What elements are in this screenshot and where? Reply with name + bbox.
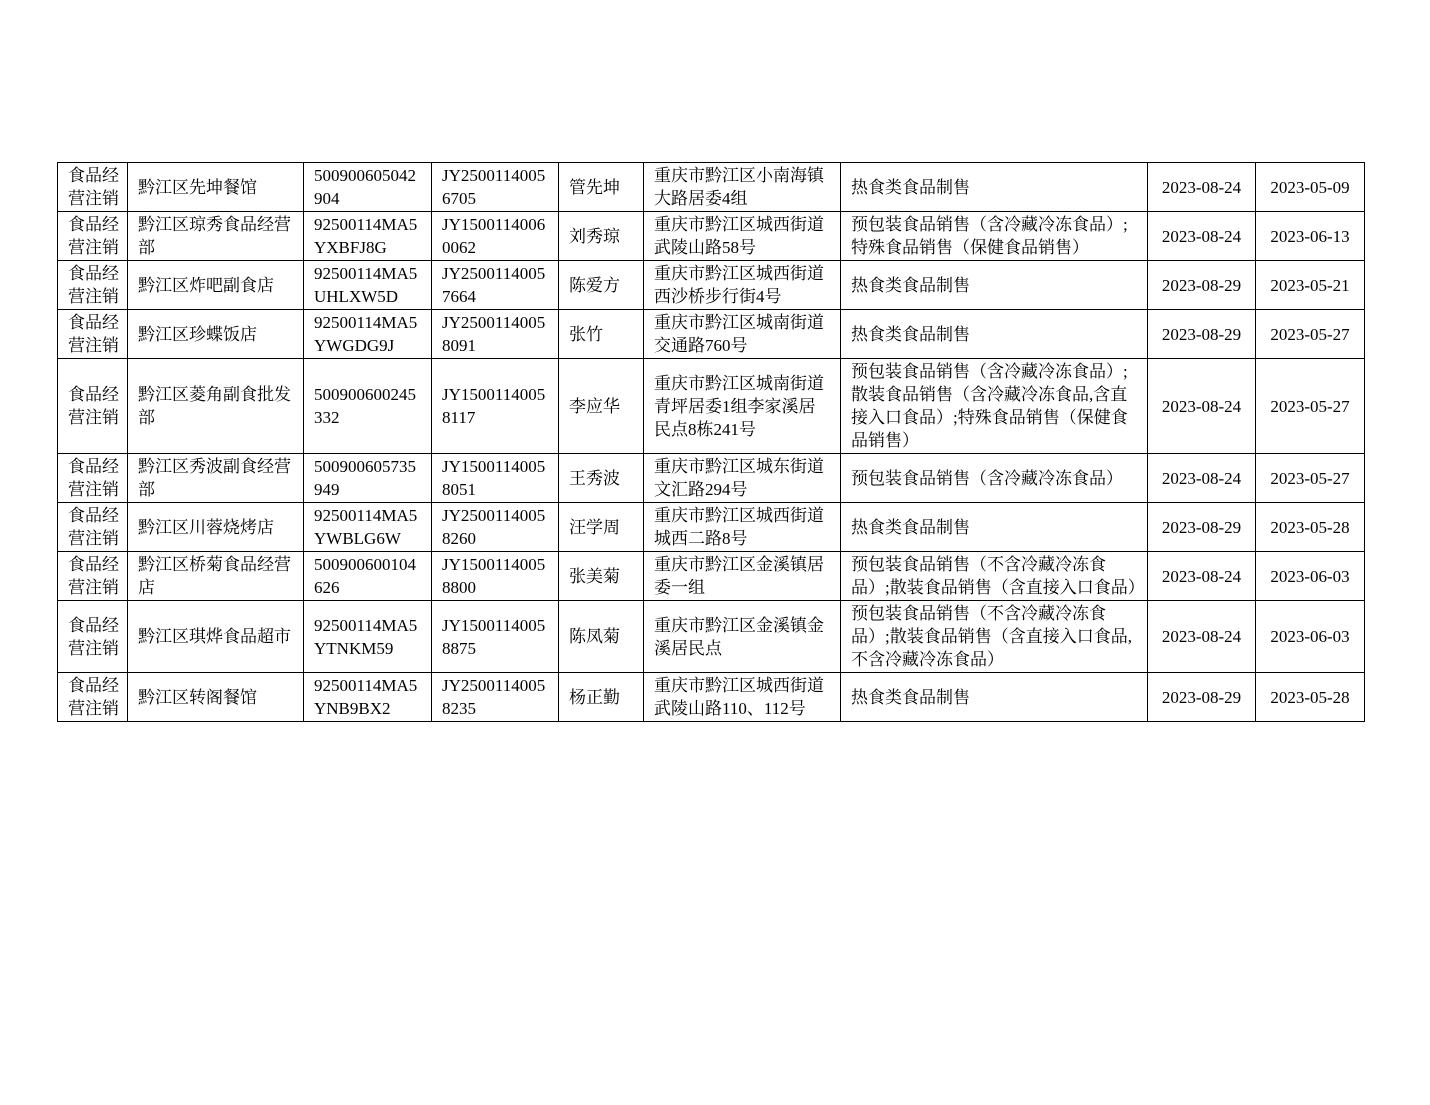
cell-business-address: 重庆市黔江区金溪镇居委一组 [644, 552, 841, 601]
cell-issue-date: 2023-06-03 [1256, 601, 1365, 673]
cell-credit-code: 92500114MA5YWBLG6W [304, 503, 432, 552]
cell-business-scope: 预包装食品销售（含冷藏冷冻食品） [841, 454, 1148, 503]
cell-cancellation-date: 2023-08-29 [1148, 503, 1256, 552]
cell-license-number: JY15001140058117 [432, 359, 559, 454]
cell-cancellation-type: 食品经营注销 [58, 503, 128, 552]
cell-business-address: 重庆市黔江区小南海镇大路居委4组 [644, 163, 841, 212]
cell-business-scope: 预包装食品销售（不含冷藏冷冻食品）;散装食品销售（含直接入口食品,不含冷藏冷冻食品） [841, 601, 1148, 673]
cell-legal-person: 王秀波 [559, 454, 644, 503]
cell-business-address: 重庆市黔江区金溪镇金溪居民点 [644, 601, 841, 673]
cell-business-scope: 热食类食品制售 [841, 673, 1148, 722]
cell-business-name: 黔江区转阁餐馆 [128, 673, 304, 722]
cell-credit-code: 92500114MA5YTNKM59 [304, 601, 432, 673]
cell-license-number: JY25001140058091 [432, 310, 559, 359]
license-cancellation-table [57, 162, 1365, 722]
cell-issue-date: 2023-06-13 [1256, 212, 1365, 261]
cell-license-number: JY25001140058235 [432, 673, 559, 722]
table-row [58, 552, 1365, 601]
cell-business-scope: 热食类食品制售 [841, 503, 1148, 552]
cell-cancellation-type: 食品经营注销 [58, 673, 128, 722]
cell-license-number: JY25001140057664 [432, 261, 559, 310]
cell-issue-date: 2023-06-03 [1256, 552, 1365, 601]
cell-business-name: 黔江区秀波副食经营部 [128, 454, 304, 503]
cell-license-number: JY25001140058260 [432, 503, 559, 552]
cell-cancellation-date: 2023-08-29 [1148, 261, 1256, 310]
table-row [58, 454, 1365, 503]
table-row [58, 503, 1365, 552]
cell-issue-date: 2023-05-27 [1256, 454, 1365, 503]
cell-cancellation-type: 食品经营注销 [58, 552, 128, 601]
cell-license-number: JY15001140058800 [432, 552, 559, 601]
cell-cancellation-date: 2023-08-24 [1148, 359, 1256, 454]
cell-cancellation-type: 食品经营注销 [58, 601, 128, 673]
cell-business-address: 重庆市黔江区城南街道交通路760号 [644, 310, 841, 359]
cell-credit-code: 500900600245332 [304, 359, 432, 454]
cell-business-name: 黔江区川蓉烧烤店 [128, 503, 304, 552]
cell-business-scope: 预包装食品销售（含冷藏冷冻食品）;散装食品销售（含冷藏冷冻食品,含直接入口食品）;特殊食品销售（保健食品销售） [841, 359, 1148, 454]
cell-cancellation-type: 食品经营注销 [58, 359, 128, 454]
cell-business-scope: 预包装食品销售（含冷藏冷冻食品）;特殊食品销售（保健食品销售） [841, 212, 1148, 261]
table-row [58, 212, 1365, 261]
cell-business-name: 黔江区炸吧副食店 [128, 261, 304, 310]
cell-credit-code: 92500114MA5YWGDG9J [304, 310, 432, 359]
cell-business-name: 黔江区桥菊食品经营店 [128, 552, 304, 601]
cell-credit-code: 92500114MA5UHLXW5D [304, 261, 432, 310]
cell-business-address: 重庆市黔江区城西街道城西二路8号 [644, 503, 841, 552]
table-row [58, 261, 1365, 310]
table-row [58, 359, 1365, 454]
cell-cancellation-date: 2023-08-24 [1148, 212, 1256, 261]
cell-legal-person: 汪学周 [559, 503, 644, 552]
cell-cancellation-date: 2023-08-24 [1148, 552, 1256, 601]
cell-business-name: 黔江区菱角副食批发部 [128, 359, 304, 454]
cell-business-scope: 热食类食品制售 [841, 310, 1148, 359]
cell-issue-date: 2023-05-09 [1256, 163, 1365, 212]
cell-issue-date: 2023-05-21 [1256, 261, 1365, 310]
cell-business-address: 重庆市黔江区城西街道武陵山路58号 [644, 212, 841, 261]
cell-cancellation-type: 食品经营注销 [58, 454, 128, 503]
cell-business-address: 重庆市黔江区城东街道文汇路294号 [644, 454, 841, 503]
cell-cancellation-type: 食品经营注销 [58, 310, 128, 359]
cell-credit-code: 92500114MA5YNB9BX2 [304, 673, 432, 722]
cell-license-number: JY25001140056705 [432, 163, 559, 212]
cell-legal-person: 管先坤 [559, 163, 644, 212]
cell-business-scope: 预包装食品销售（不含冷藏冷冻食品）;散装食品销售（含直接入口食品） [841, 552, 1148, 601]
cell-business-address: 重庆市黔江区城西街道西沙桥步行街4号 [644, 261, 841, 310]
cell-credit-code: 500900600104626 [304, 552, 432, 601]
cell-license-number: JY15001140060062 [432, 212, 559, 261]
cell-legal-person: 陈凤菊 [559, 601, 644, 673]
cell-cancellation-type: 食品经营注销 [58, 212, 128, 261]
cell-cancellation-date: 2023-08-29 [1148, 310, 1256, 359]
cell-business-name: 黔江区琪烨食品超市 [128, 601, 304, 673]
cell-legal-person: 陈爱方 [559, 261, 644, 310]
cell-business-name: 黔江区珍蝶饭店 [128, 310, 304, 359]
cell-business-scope: 热食类食品制售 [841, 261, 1148, 310]
cell-cancellation-date: 2023-08-24 [1148, 454, 1256, 503]
cell-legal-person: 张美菊 [559, 552, 644, 601]
cell-issue-date: 2023-05-27 [1256, 359, 1365, 454]
cell-issue-date: 2023-05-28 [1256, 673, 1365, 722]
cell-cancellation-type: 食品经营注销 [58, 163, 128, 212]
cell-legal-person: 刘秀琼 [559, 212, 644, 261]
cell-issue-date: 2023-05-27 [1256, 310, 1365, 359]
cell-legal-person: 张竹 [559, 310, 644, 359]
cell-license-number: JY15001140058051 [432, 454, 559, 503]
table-row [58, 163, 1365, 212]
cell-cancellation-date: 2023-08-29 [1148, 673, 1256, 722]
cell-business-name: 黔江区先坤餐馆 [128, 163, 304, 212]
cell-credit-code: 92500114MA5YXBFJ8G [304, 212, 432, 261]
cell-license-number: JY15001140058875 [432, 601, 559, 673]
cell-cancellation-date: 2023-08-24 [1148, 601, 1256, 673]
cell-cancellation-date: 2023-08-24 [1148, 163, 1256, 212]
cell-business-name: 黔江区琼秀食品经营部 [128, 212, 304, 261]
cell-business-address: 重庆市黔江区城西街道武陵山路110、112号 [644, 673, 841, 722]
table-row [58, 310, 1365, 359]
table-row [58, 601, 1365, 673]
cell-legal-person: 杨正勤 [559, 673, 644, 722]
table-row [58, 673, 1365, 722]
cell-business-address: 重庆市黔江区城南街道青坪居委1组李家溪居民点8栋241号 [644, 359, 841, 454]
cell-legal-person: 李应华 [559, 359, 644, 454]
cell-business-scope: 热食类食品制售 [841, 163, 1148, 212]
cell-cancellation-type: 食品经营注销 [58, 261, 128, 310]
cell-credit-code: 500900605735949 [304, 454, 432, 503]
cell-credit-code: 500900605042904 [304, 163, 432, 212]
cell-issue-date: 2023-05-28 [1256, 503, 1365, 552]
